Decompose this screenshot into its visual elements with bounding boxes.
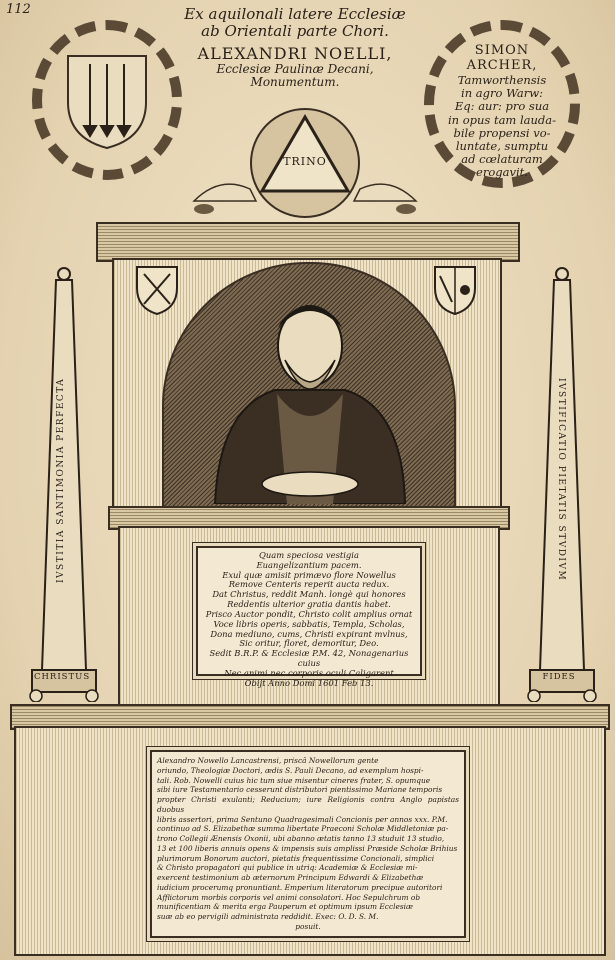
epitaph-line: & Christo propagatori qui publice in utriq: Academiæ & Ecclesiæ mi- [157, 863, 418, 873]
monument-cornice [96, 222, 520, 262]
archer-line: in opus tam lauda- [447, 112, 557, 127]
page-number: 112 [6, 2, 31, 17]
epitaph-line: Prisco Auctor pondit, Christo colit amplius ornat [205, 608, 413, 619]
epitaph-line: 13 et 100 liberis annuis opens & impensis suis amplissi Præside Scholæ Brihius [157, 843, 458, 853]
epitaph-line: tali. Rob. Nowelli cuius hic tum siue misentur cineres frater, S. opumque [157, 775, 431, 785]
lower-epitaph-text [152, 752, 464, 936]
epitaph-line: Nec animi nec corporis oculi Caligarent [224, 667, 394, 678]
monument-subtitle: Ecclesiæ Paulinæ Decani, [216, 61, 374, 76]
portrait-figure [205, 298, 415, 504]
epitaph-line: Dona mediuno, cums, Christi expirant mvlnus, [210, 628, 408, 639]
left-hand-icon [194, 184, 256, 201]
epitaph-line: Voce libris operis, sabbatis, Templa, Scholas, [213, 618, 405, 629]
arrows-shield-icon [62, 52, 152, 152]
right-hand-icon [354, 184, 416, 201]
archer-line: ARCHER, [466, 57, 538, 73]
archer-inscription [437, 44, 567, 180]
right-obelisk-base-label: FIDES [542, 672, 576, 682]
archer-line: ad cœlaturam [461, 152, 543, 167]
archer-line: SIMON [474, 43, 530, 58]
header-inscription [175, 6, 415, 89]
archer-line: luntate, sumptu [455, 138, 549, 153]
epitaph-line: Sedit B.R.P. & Ecclesiæ P.M. 42, Nonagenarius cuius [209, 648, 409, 669]
epitaph-line: Dat Christus, reddit Manh. longè qui honores [212, 589, 406, 600]
epitaph-line: munificentiam & merita erga Pauperum et optimum ipsum Ecclesiæ [157, 902, 413, 912]
crossed-keys-shield-icon [134, 264, 180, 316]
epitaph-line: posuit. [295, 922, 321, 932]
epitaph-line: trono Collegii Ænensis Oxonii, ubi abanno ætatis tanno 13 studuit 13 studio, [157, 834, 445, 844]
trino-label: TRINO [283, 155, 327, 168]
header-line-1: Ex aquilonali latere Ecclesiæ [184, 5, 406, 23]
header-line-2: ab Orientali parte Chori. [201, 21, 389, 40]
epitaph-line: sibi iure Testamentario cesserunt distributori pientissimo Mariane temporis [157, 785, 443, 795]
archer-line: erogavit. [476, 165, 528, 180]
epitaph-line: Quam speciosa vestigia [259, 550, 359, 560]
epitaph-line: suæ ab eo pervigili administrata reddidit. Exec: O. D. S. M. [157, 912, 379, 922]
epitaph-line: oriundo, Theologiæ Doctori, ædis S. Pauli Decano, ad exemplum hospi- [157, 765, 424, 775]
epitaph-line: Sic oritur, floret, demoritur, Deo. [239, 638, 379, 649]
upper-epitaph-text [198, 548, 420, 692]
archer-line: Tamworthensis [457, 72, 547, 87]
epitaph-line: propter Christi exulanti; Reducium; iure Religionis contra Anglo papistas duobus [157, 795, 459, 814]
epitaph-line: Afflictorum morbis corporis vel animi consolatori. Hoc Sepulchrum ob [157, 892, 421, 902]
epitaph-line: plurimorum Bonorum auctori, pietatis frequentissime Concionali, simplici [157, 853, 435, 863]
upper-epitaph-plaque [196, 546, 422, 688]
epitaph-line: Obijt Anno Domi 1601 Feb 13. [244, 677, 374, 688]
epitaph-line: continuo ad S. Elizabethæ summa libertate Praeconi Scholæ Middletoniæ pa- [157, 824, 449, 834]
archer-line: Eq: aur: pro sua [454, 99, 550, 114]
epitaph-line: Exul quæ amisit primævo flore Nowellus [222, 569, 396, 580]
epitaph-line: libris assertori, prima Sentuno Quadragesimali Concionis per annos xxx. P.M. [157, 814, 448, 824]
epitaph-line: Alexandro Nowello Lancastrensi, priscâ Nowellorum gente [157, 756, 379, 765]
epitaph-line: Reddentis ulterior gratia dantis habet. [227, 599, 391, 610]
left-obelisk-base-label: CHRISTUS [34, 672, 91, 682]
lower-epitaph-plaque [150, 750, 466, 938]
epitaph-line: iudicium procerumq pronuntiant. Emperium literatorum precipue autoritori [157, 882, 443, 892]
epitaph-line: Euangelizantium pacem. [256, 559, 362, 570]
swords-shield-icon [432, 264, 478, 316]
monument-title: ALEXANDRI NOELLI, [197, 44, 393, 63]
archer-line: bile propensi vo- [453, 125, 551, 140]
right-obelisk-text: IVSTIFICATIO PIETATIS STVDIVM [556, 378, 566, 582]
epitaph-line: Remove Centeris reperit aucta redux. [228, 579, 390, 590]
left-obelisk-text: IVSTITIA SANTIMONIA PERFECTA [56, 377, 66, 583]
archer-line: in agro Warw: [461, 86, 543, 101]
monument-label: Monumentum. [250, 74, 340, 89]
epitaph-line: exercent testimonium ab æternorum Principum Edwardi & Elizabethæ [157, 873, 424, 883]
